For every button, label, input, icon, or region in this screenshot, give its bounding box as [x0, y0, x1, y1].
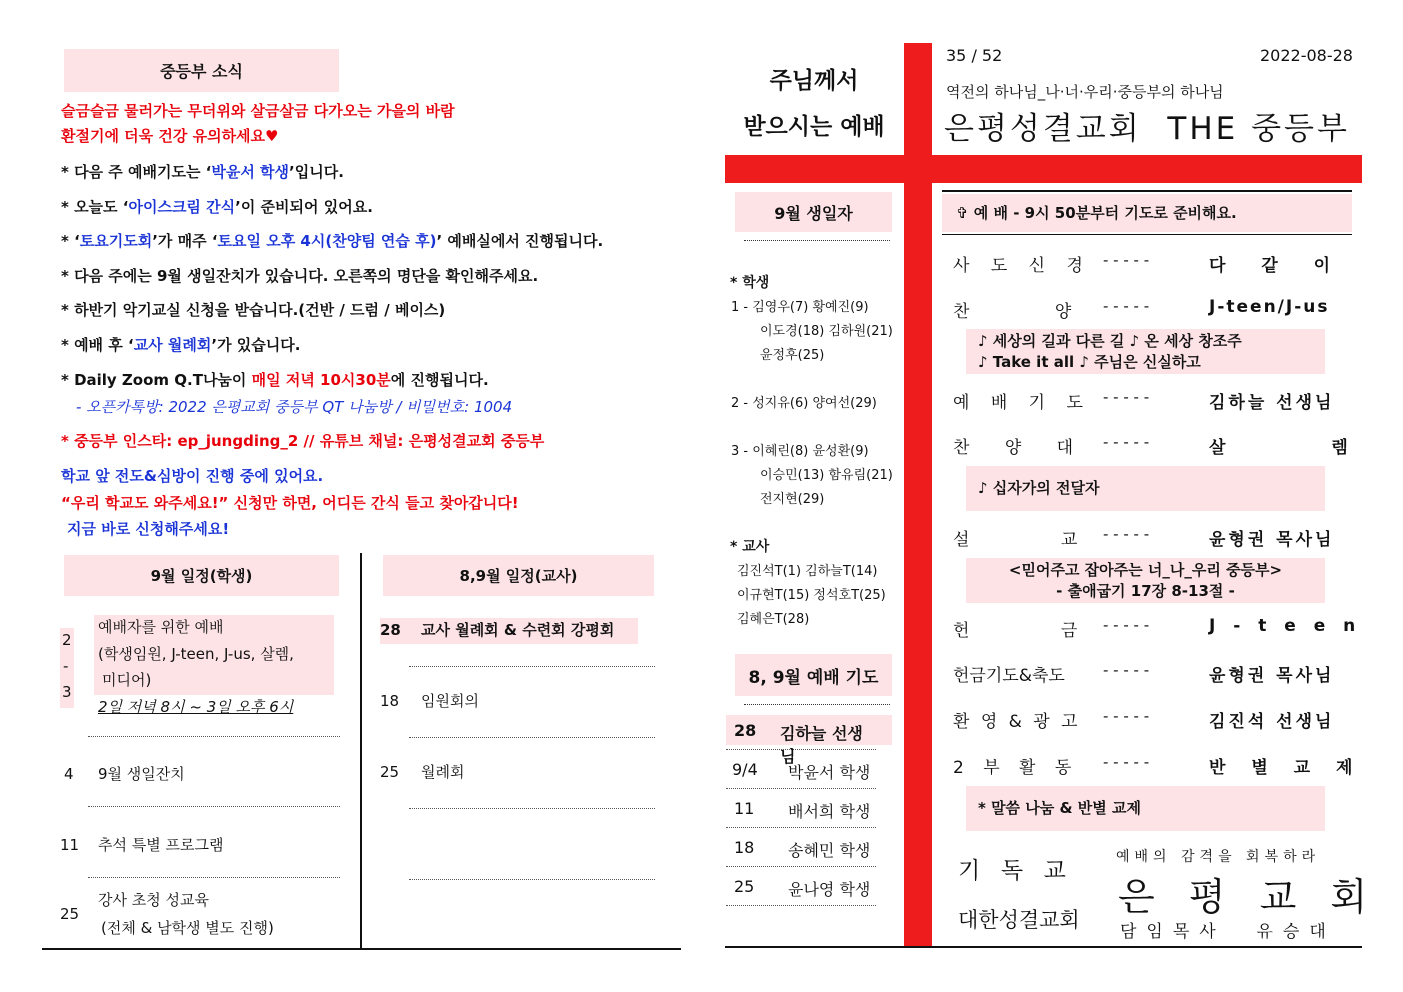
birthday-line: 2 - 성지유(6) 양여선(29) [731, 396, 877, 411]
news-item: * 예배 후 ‘교사 월례회’가 있습니다. [61, 336, 301, 354]
motto-line-1: 주님께서 [769, 68, 859, 94]
prayer-title: 8, 9월 예배 기도 [735, 654, 892, 696]
birthday-line: 이도경(18) 김하원(21) [760, 324, 893, 339]
openchat-info: - 오픈카톡방: 2022 은평교회 중등부 QT 나눔방 / 비밀번호: 1004 [76, 398, 513, 416]
intro-line-2: 환절기에 더욱 건강 유의하세요♥ [61, 127, 279, 145]
footer-denomination-1: 기 독 교 [958, 858, 1068, 884]
worship-header-rule [942, 234, 1352, 235]
birthday-line: 전지현(29) [760, 492, 825, 507]
news-item: * ‘토요기도회’가 매주 ‘토요일 오후 4시(찬양팀 연습 후)’ 예배실에서 진행됩니다. [61, 232, 604, 250]
decor-dotline [744, 704, 890, 705]
prayer-row: 25 윤나영 학생 [726, 867, 876, 906]
student-schedule-title: 9월 일정(학생) [64, 555, 339, 596]
prayer-row: 9/4 박윤서 학생 [726, 750, 876, 789]
birthday-line: 이승민(13) 함유림(21) [760, 468, 893, 483]
worship-header: ✞ 예 배 - 9시 50분부터 기도로 준비해요. [942, 194, 1352, 232]
footer-denomination-2: 대한성결교회 [958, 908, 1080, 932]
prayer-row: 11 배서희 학생 [726, 789, 876, 828]
birthday-line: 3 - 이혜린(8) 윤성환(9) [731, 444, 869, 459]
schedule-row: 18 임원회의 [380, 691, 655, 739]
birthday-teacher-label: * 교사 [730, 539, 770, 555]
outreach-line-3: 지금 바로 신청해주세요! [67, 520, 230, 538]
birthday-line: 이규현T(15) 정석호T(25) [737, 588, 886, 603]
issue-number: 35 / 52 [946, 46, 1003, 65]
activity-box: * 말씀 나눔 & 반별 교제 [966, 786, 1325, 831]
insta-info: * 중등부 인스타: ep_jungding_2 // 유튜브 채널: 은평성결교회 중등부 [61, 432, 545, 450]
news-item: * 하반기 악기교실 신청을 받습니다.(건반 / 드럼 / 베이스) [61, 301, 446, 319]
worship-order-row: 2 부 활 동 - - - - - 반 별 교 제 [953, 753, 1353, 778]
outreach-line-2: “우리 학교도 와주세요!” 신청만 하면, 어디든 간식 들고 찾아갑니다! [61, 494, 519, 512]
bulletin-title: 은평성결교회 THE 중등부 [944, 111, 1350, 147]
news-title: 중등부 소식 [64, 49, 339, 92]
choir-song-box: ♪ 십자가의 전달자 [966, 466, 1325, 511]
schedule-row: 11 추석 특별 프로그램 [60, 831, 340, 879]
worship-order-row: 찬 양 대 - - - - - 살 렘 [953, 433, 1348, 458]
prayer-row: 18 송혜민 학생 [726, 828, 876, 867]
outreach-line-1: 학교 앞 전도&심방이 진행 중에 있어요. [61, 467, 324, 485]
cross-horizontal [725, 155, 1362, 183]
schedule-row: 25 강사 초청 성교육 (전체 & 남학생 별도 진행) [60, 891, 274, 937]
decor-dotline [744, 240, 890, 241]
sermon-box: <믿어주고 잡아주는 너_나_우리 중등부> - 출애굽기 17장 8-13절 - [966, 558, 1325, 603]
bottom-rule-left [42, 948, 681, 950]
schedule-row: 28 교사 월례회 & 수련회 강평회 [380, 620, 655, 668]
worship-order-row: 헌금기도&축도 - - - - - 윤형권 목사님 [953, 661, 1335, 686]
birthday-student-label: * 학생 [730, 275, 770, 291]
footer-pastor: 담임목사 유승대 [1120, 922, 1336, 942]
footer-slogan: 예배의 감격을 회복하라 [1116, 849, 1321, 865]
worship-top-rule [942, 190, 1352, 192]
bulletin-subtitle: 역전의 하나님_나·너·우리·중등부의 하나님 [946, 83, 1224, 101]
teacher-schedule-title: 8,9월 일정(교사) [383, 555, 654, 596]
worship-order-row: 사 도 신 경 - - - - - 다 같 이 [953, 251, 1331, 276]
prayer-row: 28 김하늘 선생님 [726, 711, 876, 750]
schedule-divider [360, 553, 362, 949]
song-list-box: ♪ 세상의 길과 다른 길 ♪ 온 세상 창조주 ♪ Take it all ♪ 주님은 신실하고 [966, 329, 1325, 374]
worship-order-row: 설 교 - - - - - 윤형권 목사님 [953, 525, 1335, 550]
worship-order-row: 찬 양 - - - - - J-teen/J-us [953, 297, 1330, 322]
intro-line-1: 슬금슬금 물러가는 무더위와 살금살금 다가오는 가을의 바람 [61, 102, 455, 120]
news-item: * 다음 주에는 9월 생일잔치가 있습니다. 오른쪽의 명단을 확인해주세요. [61, 267, 539, 285]
news-item: * 오늘도 ‘아이스크림 간식’이 준비되어 있어요. [61, 198, 373, 216]
news-item: * Daily Zoom Q.T나눔이 매일 저녁 10시30분에 진행됩니다. [61, 371, 489, 389]
worship-order-row: 환 영 & 광 고 - - - - - 김진석 선생님 [953, 707, 1335, 732]
schedule-row: 2 - 3 예배자를 위한 예배 (학생임원, J-teen, J-us, 살렘, 미디어) 2일 저녁 8시 ~ 3일 오후 6시 [60, 612, 340, 738]
schedule-blank-line [409, 879, 655, 880]
bottom-rule-right [725, 946, 1362, 948]
birthday-line: 김진석T(1) 김하늘T(14) [737, 564, 878, 579]
schedule-row: 4 9월 생일잔치 [60, 760, 340, 808]
birthday-line: 1 - 김영우(7) 황예진(9) [731, 300, 869, 315]
footer-church-name: 은 평 교 회 [1118, 875, 1372, 919]
schedule-row: 25 월례회 [380, 762, 655, 810]
birthday-line: 윤정후(25) [760, 348, 825, 363]
birthday-title: 9월 생일자 [735, 192, 892, 232]
motto-line-2: 받으시는 예배 [743, 114, 885, 140]
worship-order-row: 예 배 기 도 - - - - - 김하늘 선생님 [953, 388, 1335, 413]
birthday-line: 김혜은T(28) [737, 612, 810, 627]
worship-order-row: 헌 금 - - - - - J - t e e n [953, 616, 1362, 641]
news-item: * 다음 주 예배기도는 ‘박윤서 학생’입니다. [61, 163, 344, 181]
bulletin-date: 2022-08-28 [1260, 46, 1353, 65]
